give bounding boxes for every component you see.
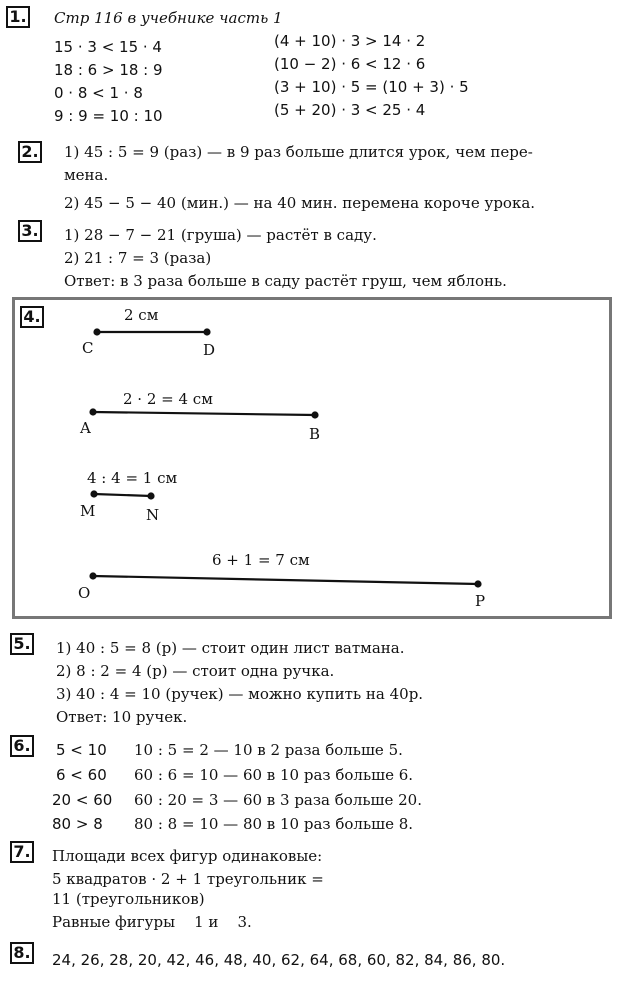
- task6-expl-2: 60 : 6 = 10 — 60 в 10 раз больше 6.: [134, 766, 414, 784]
- task2-line-3: 2) 45 − 5 − 40 (мин.) — на 40 мин. перемена короче урока.: [64, 194, 536, 212]
- task6-cmp-4: 80 > 8: [52, 815, 103, 833]
- task-number-4: 4.: [20, 306, 44, 328]
- point-a-label: A: [80, 419, 91, 437]
- task8-sequence: 24, 26, 28, 20, 42, 46, 48, 40, 62, 64, 68, 60, 82, 84, 86, 80.: [52, 951, 506, 969]
- task-number-6: 6.: [10, 735, 34, 757]
- point-p-label: P: [475, 592, 486, 610]
- task6-expl-3: 60 : 20 = 3 — 60 в 3 раза больше 20.: [134, 791, 422, 809]
- task5-line-3: 3) 40 : 4 = 10 (ручек) — можно купить на 40р.: [56, 685, 424, 703]
- task2-line-2: мена.: [64, 166, 109, 184]
- point-o-label: O: [78, 584, 91, 602]
- point-b-label: B: [309, 425, 321, 443]
- segment-mn: [94, 494, 151, 496]
- task1-left-1: 15 · 3 < 15 · 4: [54, 38, 162, 56]
- point-d-label: D: [203, 341, 216, 359]
- task-number-8: 8.: [10, 942, 34, 964]
- task-number-2: 2.: [18, 141, 42, 163]
- task7-line-4: Равные фигуры 1 и 3.: [52, 913, 252, 931]
- point-p: [474, 580, 481, 587]
- task3-line-2: 2) 21 : 7 = 3 (раза): [64, 249, 212, 267]
- task1-right-2: (10 − 2) · 6 < 12 · 6: [274, 55, 426, 73]
- point-m-label: M: [80, 502, 96, 520]
- point-d: [203, 328, 210, 335]
- task7-line-1: Площади всех фигур одинаковые:: [52, 847, 323, 865]
- task7-line-2: 5 квадратов · 2 + 1 треугольник =: [52, 870, 324, 888]
- point-b: [311, 411, 318, 418]
- point-n-label: N: [146, 506, 160, 524]
- task-number-7: 7.: [10, 841, 34, 863]
- segment-ab: [93, 412, 315, 415]
- task2-line-1: 1) 45 : 5 = 9 (раз) — в 9 раз больше длится урок, чем пере-: [64, 143, 533, 161]
- task1-left-2: 18 : 6 > 18 : 9: [54, 61, 163, 79]
- task-number-3: 3.: [18, 220, 42, 242]
- point-c-label: C: [82, 339, 94, 357]
- task1-right-4: (5 + 20) · 3 < 25 · 4: [274, 101, 426, 119]
- segment-op: [93, 576, 478, 584]
- task1-left-3: 0 · 8 < 1 · 8: [54, 84, 143, 102]
- task6-expl-4: 80 : 8 = 10 — 80 в 10 раз больше 8.: [134, 815, 414, 833]
- task6-cmp-3: 20 < 60: [52, 791, 113, 809]
- task1-right-1: (4 + 10) · 3 > 14 · 2: [274, 32, 426, 50]
- point-a: [89, 408, 96, 415]
- task1-right-3: (3 + 10) · 5 = (10 + 3) · 5: [274, 78, 469, 96]
- task1-header: Стр 116 в учебнике часть 1: [54, 9, 283, 27]
- task5-line-2: 2) 8 : 2 = 4 (р) — стоит одна ручка.: [56, 662, 335, 680]
- task-number-1: 1.: [6, 6, 30, 28]
- segment-mn-label: 4 : 4 = 1 см: [87, 469, 178, 487]
- segment-ab-label: 2 · 2 = 4 см: [123, 390, 213, 408]
- task5-line-1: 1) 40 : 5 = 8 (р) — стоит один лист ватмана.: [56, 639, 405, 657]
- task5-line-4: Ответ: 10 ручек.: [56, 708, 188, 726]
- task-number-5: 5.: [10, 633, 34, 655]
- segment-cd-label: 2 см: [124, 306, 159, 324]
- point-m: [90, 490, 97, 497]
- task3-line-1: 1) 28 − 7 − 21 (груша) — растёт в саду.: [64, 226, 377, 244]
- point-n: [147, 492, 154, 499]
- point-o: [89, 572, 96, 579]
- task6-cmp-2: 6 < 60: [56, 766, 107, 784]
- task7-line-3: 11 (треугольников): [52, 890, 205, 908]
- task1-left-4: 9 : 9 = 10 : 10: [54, 107, 163, 125]
- task3-line-3: Ответ: в 3 раза больше в саду растёт груш, чем яблонь.: [64, 272, 507, 290]
- task6-expl-1: 10 : 5 = 2 — 10 в 2 раза больше 5.: [134, 741, 403, 759]
- task6-cmp-1: 5 < 10: [56, 741, 107, 759]
- segment-op-label: 6 + 1 = 7 см: [212, 551, 310, 569]
- point-c: [93, 328, 100, 335]
